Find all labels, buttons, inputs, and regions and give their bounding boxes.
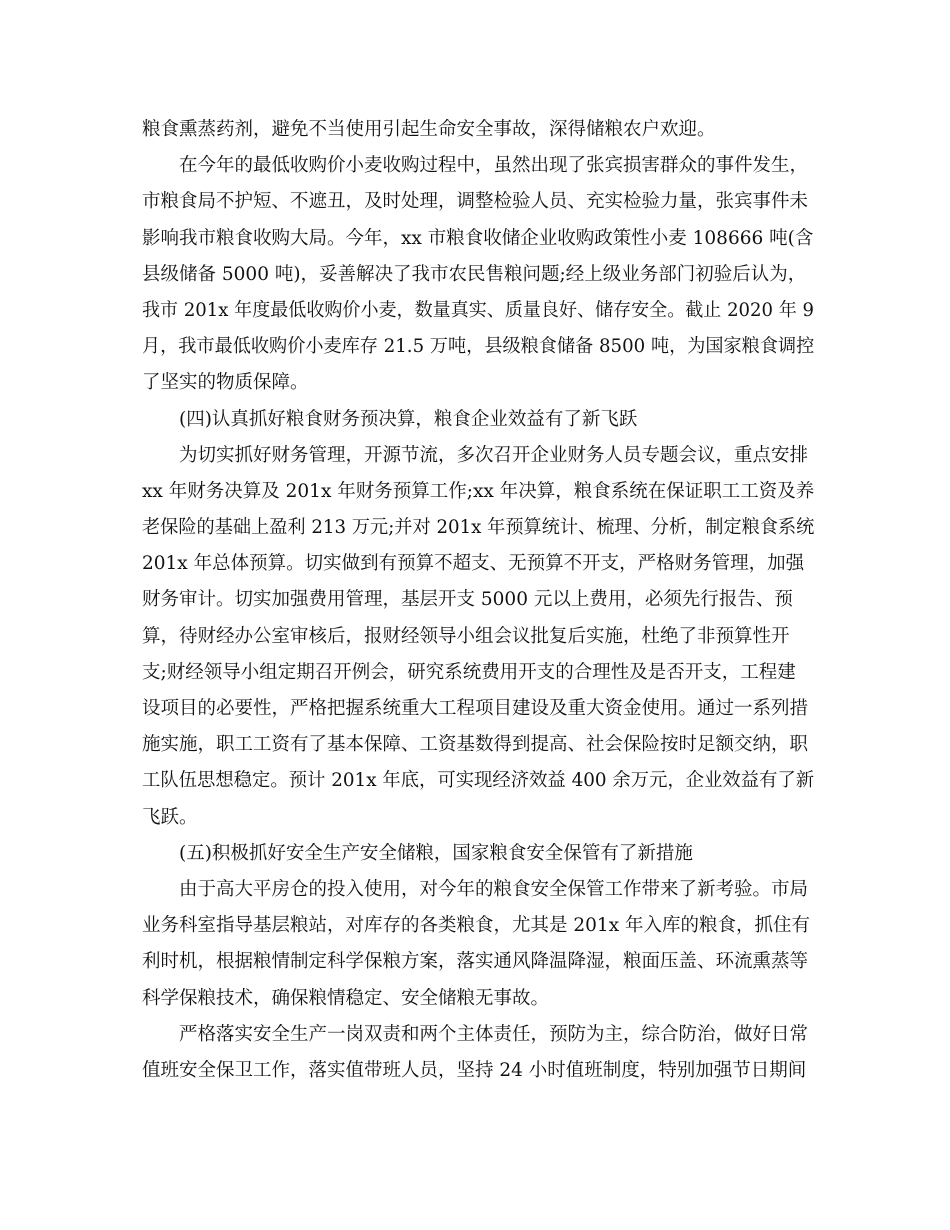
text-line: 了坚实的物质保障。 bbox=[142, 372, 309, 394]
text-line: 财务审计。切实加强费用管理，基层开支 5000 元以上费用，必须先行报告、预 bbox=[142, 589, 793, 611]
text-line: 市粮食局不护短、不遮丑，及时处理，调整检验人员、充实检验力量，张宾事件未 bbox=[142, 191, 809, 213]
text-line: 201x 年总体预算。切实做到有预算不超支、无预算不开支，严格财务管理，加强 bbox=[142, 553, 805, 575]
text-line: 设项目的必要性，严格把握系统重大工程项目建设及重大资金使用。通过一系列措 bbox=[142, 698, 809, 719]
text-line: 值班安全保卫工作，落实值带班人员，坚持 24 小时值班制度，特别加强节日期间 bbox=[142, 1059, 807, 1081]
text-line: 影响我市粮食收购大局。今年，xx 市粮食收储企业收购政策性小麦 108666 吨(含 bbox=[142, 227, 814, 249]
document-body bbox=[142, 112, 814, 1089]
text-line: 飞跃。 bbox=[142, 806, 198, 828]
text-line: 为切实抓好财务管理，开源节流，多次召开企业财务人员专题会议，重点安排 bbox=[179, 444, 809, 466]
text-line: 我市 201x 年度最低收购价小麦，数量真实、质量良好、储存安全。截止 2020 年 9 bbox=[142, 299, 814, 321]
text-line: 粮食熏蒸药剂，避免不当使用引起生命安全事故，深得储粮农户欢迎。 bbox=[142, 119, 716, 140]
text-line: (四)认真抓好粮食财务预决算，粮食企业效益有了新飞跃 bbox=[179, 408, 638, 430]
text-line: 业务科室指导基层粮站，对库存的各类粮食，尤其是 201x 年入库的粮食，抓住有 bbox=[142, 915, 811, 937]
text-line: (五)积极抓好安全生产安全储粮，国家粮食安全保管有了新措施 bbox=[179, 842, 693, 864]
text-line: xx 年财务决算及 201x 年财务预算工作;xx 年决算，粮食系统在保证职工工资及养 bbox=[142, 480, 815, 502]
text-line: 在今年的最低收购价小麦收购过程中，虽然出现了张宾损害群众的事件发生， bbox=[179, 155, 809, 177]
text-line: 算，待财经办公室审核后，报财经领导小组会议批复后实施，杜绝了非预算性开 bbox=[142, 625, 790, 647]
text-line: 科学保粮技术，确保粮情稳定、安全储粮无事故。 bbox=[142, 987, 550, 1009]
text-line: 县级储备 5000 吨)，妥善解决了我市农民售粮问题;经上级业务部门初验后认为， bbox=[142, 263, 807, 285]
text-line: 月，我市最低收购价小麦库存 21.5 万吨，县级粮食储备 8500 吨，为国家粮食调控 bbox=[142, 336, 815, 358]
text-line: 支;财经领导小组定期召开例会，研究系统费用开支的合理性及是否开支，工程建 bbox=[142, 661, 796, 683]
text-line: 工队伍思想稳定。预计 201x 年底，可实现经济效益 400 余万元，企业效益有了新 bbox=[142, 770, 815, 792]
text-line: 严格落实安全生产一岗双责和两个主体责任，预防为主，综合防治，做好日常 bbox=[179, 1023, 809, 1045]
text-line: 施实施，职工工资有了基本保障、工资基数得到提高、社会保险按时足额交纳，职 bbox=[142, 734, 809, 756]
text-line: 由于高大平房仓的投入使用，对今年的粮食安全保管工作带来了新考验。市局 bbox=[179, 878, 809, 900]
text-line: 利时机，根据粮情制定科学保粮方案，落实通风降温降湿，粮面压盖、环流熏蒸等 bbox=[142, 951, 809, 973]
text-line: 老保险的基础上盈利 213 万元;并对 201x 年预算统计、梳理、分析，制定粮食系统 bbox=[142, 517, 815, 539]
